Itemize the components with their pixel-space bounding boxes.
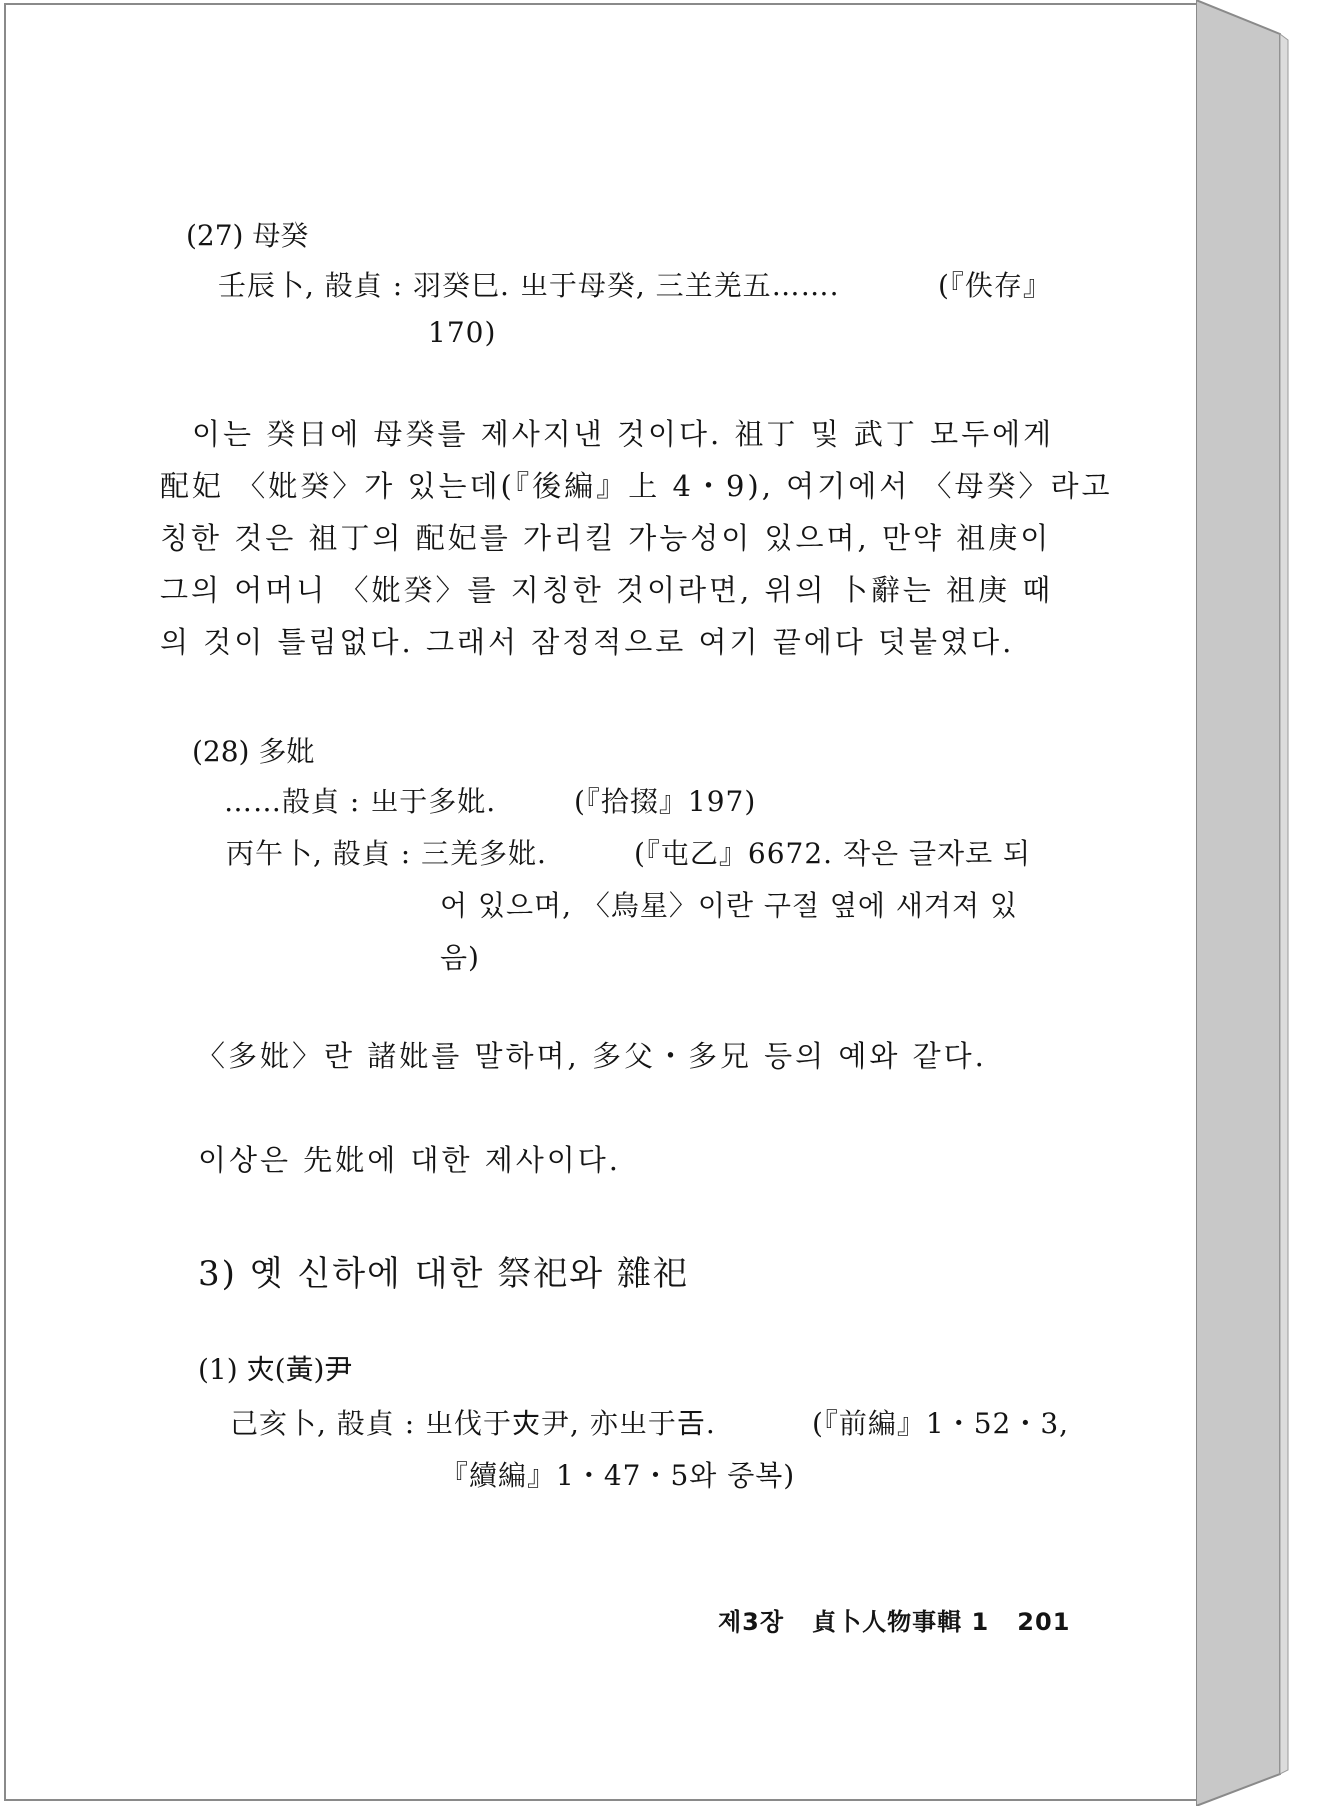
footer-chapter: 제3장	[718, 1608, 785, 1636]
entry-s1-line1-source: (『前編』1・52・3,	[812, 1407, 1070, 1440]
para3: 이상은 先妣에 대한 제사이다.	[198, 1143, 622, 1177]
entry-27-source: (『佚存』	[938, 269, 1052, 302]
entry-28-line1-source: (『拾掇』197)	[574, 785, 757, 818]
entry-28-line2-source: (『屯乙』6672. 작은 글자로 되	[634, 837, 1032, 870]
section-3-heading: 3) 옛 신하에 대한 祭祀와 雜祀	[198, 1254, 689, 1294]
entry-27-inscription: 壬辰卜, 㱿貞 : 羽癸巳. 㞢于母癸, 三𦍌羌五…….	[218, 269, 840, 302]
entry-s1-line1-cont: 『續編』1・47・5와 중복)	[440, 1459, 796, 1492]
entry-s1-heading: (1) 𡗜(黃)尹	[198, 1353, 353, 1386]
entry-28-line2-cont1: 어 있으며, 〈鳥星〉이란 구절 옆에 새겨져 있	[440, 889, 1018, 922]
entry-27-heading: (27) 母癸	[186, 219, 309, 252]
footer-title: 貞卜人物事輯 1	[812, 1608, 990, 1636]
para1-line-4: 그의 어머니 〈妣癸〉를 지칭한 것이라면, 위의 卜辭는 祖庚 때	[160, 573, 1054, 607]
page-number: 201	[1017, 1608, 1071, 1636]
entry-28-line2-cont2: 음)	[440, 941, 480, 974]
running-footer	[718, 1602, 1070, 1637]
para1-line-5: 의 것이 틀림없다. 그래서 잠정적으로 여기 끝에다 덧붙였다.	[160, 625, 1015, 659]
para1-line-2: 配妃 〈妣癸〉가 있는데(『後編』上 4・9), 여기에서 〈母癸〉라고	[160, 469, 1113, 503]
entry-27-source-cont: 170)	[428, 316, 497, 349]
entry-28-line2: 丙午卜, 㱿貞 : 三羌多妣.	[226, 837, 547, 870]
book-edge	[1196, 0, 1326, 1806]
para1-line-3: 칭한 것은 祖丁의 配妃를 가리킬 가능성이 있으며, 만약 祖庚이	[160, 521, 1052, 555]
entry-28-heading: (28) 多妣	[192, 735, 315, 768]
entry-s1-line1: 己亥卜, 㱿貞 : 㞢伐于𡗜尹, 亦㞢于𢀛.	[230, 1407, 716, 1440]
entry-28-line1: ……㱿貞 : 㞢于多妣.	[224, 785, 497, 818]
para2: 〈多妣〉란 諸妣를 말하며, 多父・多兄 등의 예와 같다.	[196, 1039, 987, 1073]
para1-line-1: 이는 癸日에 母癸를 제사지낸 것이다. 祖丁 및 武丁 모두에게	[192, 417, 1055, 451]
